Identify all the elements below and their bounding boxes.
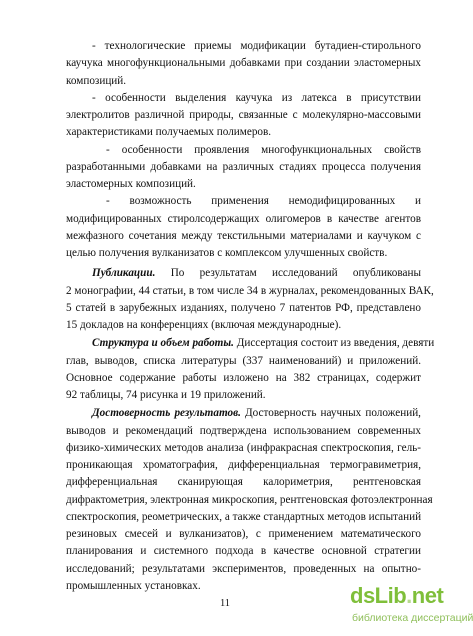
text-line: - особенности проявления многофункциональных свойств (106, 144, 421, 156)
watermark-subtitle: библиотека диссертаций (352, 612, 473, 624)
section-heading-publications: Публикации. (92, 267, 156, 279)
page-number: 11 (219, 598, 231, 609)
text-line: резиновых смесей и вулканизатов), с применением математического (66, 528, 421, 540)
text-line: целью получения вулканизатов с комплексом улучшенных свойств. (66, 247, 388, 259)
text-line: эластомерных композиций. (66, 178, 196, 190)
text-line: глав, выводов, списка литературы (337 наименований) и приложений. (66, 355, 421, 367)
text-line: выводов и рекомендаций подтверждена использованием современных (66, 425, 421, 437)
section-first-line: Достоверность результатов. Достоверность научных положений, (92, 407, 421, 419)
section-heading-reliability: Достоверность результатов. (92, 407, 241, 419)
text-line: - технологические приемы модификации бутадиен-стирольного (92, 40, 421, 52)
text-line: дифрактометрия, электронная микроскопия, рентгеновская фотоэлектронная (66, 494, 433, 506)
text-line: композиций. (66, 75, 127, 87)
dslib-watermark (350, 583, 473, 633)
text-line: 2 монографии, 44 статьи, в том числе 34 в журналах, рекомендованных ВАК, (66, 285, 434, 297)
text-line: 5 статей в зарубежных изданиях, получено 7 патентов РФ, представлено (66, 302, 421, 314)
text-line: каучука многофункциональными добавками при создании эластомерных (66, 57, 421, 69)
text-line: исследований; результатами экспериментов, проведенных на опытно- (66, 563, 421, 575)
text-line: - особенности выделения каучука из латекса в присутствии (92, 92, 421, 104)
section-heading-structure: Структура и объем работы. (92, 337, 234, 349)
text-line: - возможность применения немодифицированных и (106, 195, 421, 207)
text-line: проникающая хроматография, дифференциальная термогравиметрия, (66, 459, 421, 471)
text-line: дифференциальная сканирующая калориметрия, рентгеновская (66, 476, 421, 488)
text-line: промышленных установках. (66, 580, 201, 592)
text-line: межфазного сочетания между текстильными материалами и каучуком с (66, 230, 421, 242)
text-line: Основное содержание работы изложено на 382 страницах, содержит (66, 372, 421, 384)
text-line: планирования и системного подхода в качестве основной стратегии (66, 545, 421, 557)
text-line: физико-химических методов анализа (инфракрасная спектроскопия, гель- (66, 442, 421, 454)
section-first-line: Публикации. По результатам исследований опубликованы (92, 267, 421, 279)
text-line: характеристиками получаемых полимеров. (66, 126, 272, 138)
text-line: разработанными добавками на различных стадиях процесса получения (66, 161, 421, 173)
text-line: 92 таблицы, 74 рисунка и 19 приложений. (66, 389, 266, 401)
text-line: модифицированных стиролсодержащих олигомеров в качестве агентов (66, 213, 421, 225)
text-line: спектроскопия, реометрических, а также стандартных методов испытаний (66, 511, 422, 523)
text-line: электролитов различной природы, связанные с молекулярно-массовыми (66, 109, 421, 121)
section-first-line: Структура и объем работы. Диссертация состоит из введения, девяти (92, 337, 435, 349)
dslib-logo: dsLib.net (350, 583, 444, 608)
text-line: 15 докладов на конференциях (включая международные). (66, 319, 342, 331)
